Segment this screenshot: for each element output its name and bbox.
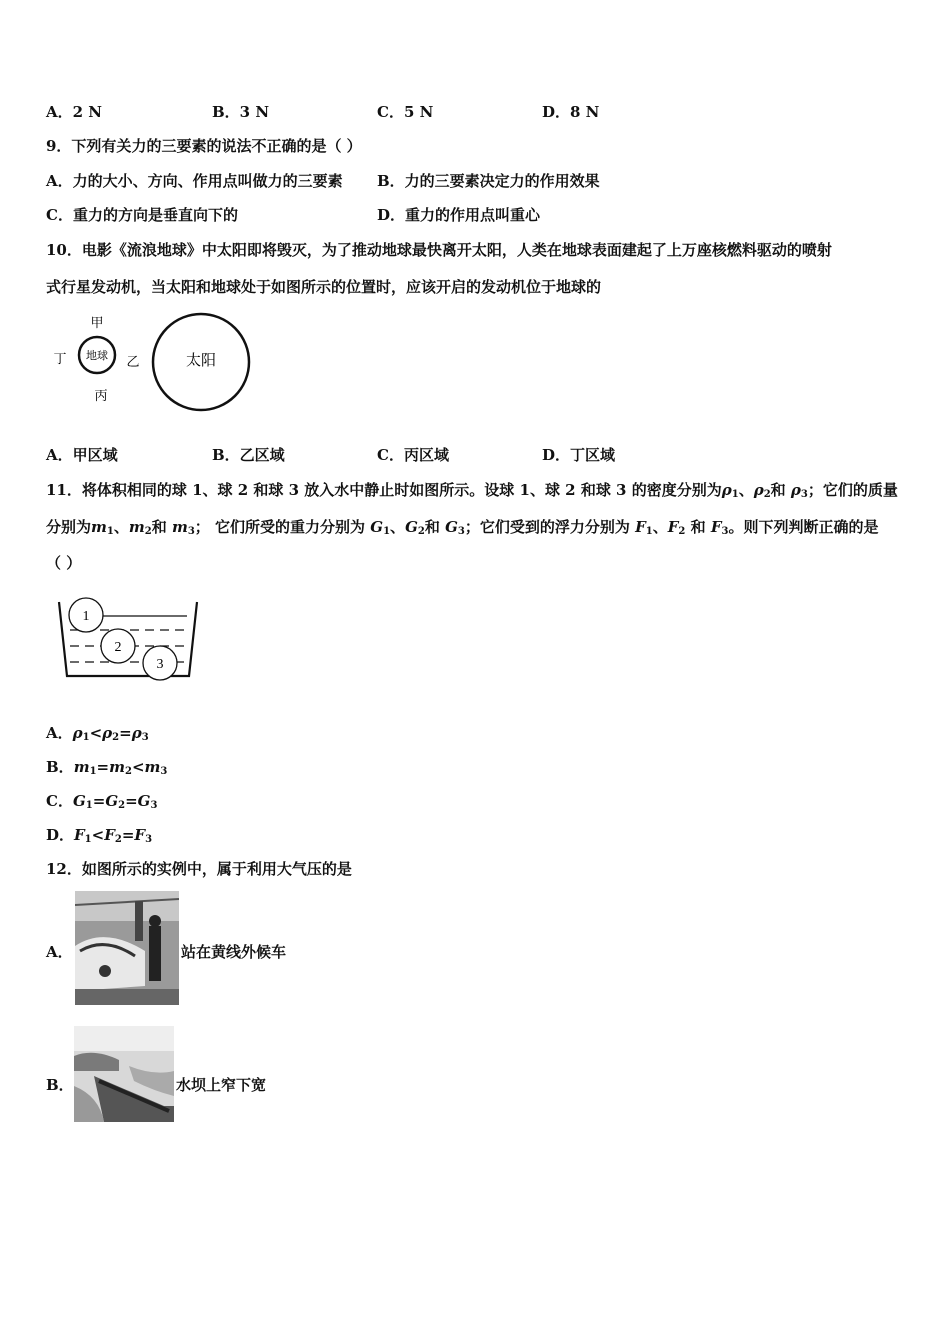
q9-option-a: A．力的大小、方向、作用点叫做力的三要素 [46,172,343,190]
ball-1-label: 1 [82,609,90,624]
q11-stem-line2: 分别为$m_1$、$m_2$和 $m_3$； 它们所受的重力分别为 $G_1$、$G_2$和 $G_3$；它们受到的浮力分别为 $F_1$、$F_2$ 和 $F_3$。则下列判断正确的是 [46,518,879,537]
q9-stem: 9．下列有关力的三要素的说法不正确的是（ ） [46,137,362,155]
earth-sun-figure [46,310,266,415]
q10-option-d: D．丁区域 [542,446,616,464]
dam-photo [74,1026,174,1122]
ball-2-label: 2 [114,640,122,655]
q12-option-a-text: 站在黄线外候车 [181,943,287,961]
q9-option-b: B．力的三要素决定力的作用效果 [377,172,600,190]
q12-option-b-text: 水坝上窄下宽 [176,1076,267,1094]
q8-option-c: C．5 N [377,103,434,121]
region-top-label: 甲 [90,316,104,331]
q8-option-d: D．8 N [542,103,600,121]
q11-option-d: D．$F_1<F_2=F_3$ [46,826,153,845]
q11-option-c: C．$G_1=G_2=G_3$ [46,792,158,811]
q11-stem-line1: 11．将体积相同的球 1、球 2 和球 3 放入水中静止时如图所示。设球 1、球 2 和球 3 的密度分别为$\rho_1$、$\rho_2$和 $\rho_3$；它们的质量 [46,481,898,500]
q8-option-b: B．3 N [212,103,270,121]
q12-option-b-label: B． [46,1076,74,1094]
ball-3-label: 3 [156,657,164,672]
q10-option-b: B．乙区域 [212,446,285,464]
q11-option-a: A．$\rho_1<\rho_2=\rho_3$ [46,724,149,743]
q11-option-b: B．$m_1=m_2<m_3$ [46,758,168,777]
q10-option-a: A．甲区域 [46,446,118,464]
train-platform-photo [75,891,179,1005]
q12-option-a-label: A． [46,943,73,961]
q9-option-d: D．重力的作用点叫重心 [377,206,541,224]
region-bottom-label: 丙 [94,389,108,404]
q8-option-a: A．2 N [46,103,103,121]
q10-stem-line1: 10．电影《流浪地球》中太阳即将毁灭，为了推动地球最快离开太阳，人类在地球表面建起了上万座核燃料驱动的喷射 [46,241,832,259]
q11-paren: （ ） [46,554,82,572]
region-left-label: 丁 [53,352,67,367]
region-right-label: 乙 [126,355,140,370]
q12-stem: 12．如图所示的实例中，属于利用大气压的是 [46,860,352,878]
q10-option-c: C．丙区域 [377,446,449,464]
q9-option-c: C．重力的方向是垂直向下的 [46,206,238,224]
q10-stem-line2: 式行星发动机，当太阳和地球处于如图所示的位置时，应该开启的发动机位于地球的 [46,278,602,296]
sun-label: 太阳 [185,351,217,369]
earth-label: 地球 [86,349,108,362]
water-container-figure [55,596,205,686]
